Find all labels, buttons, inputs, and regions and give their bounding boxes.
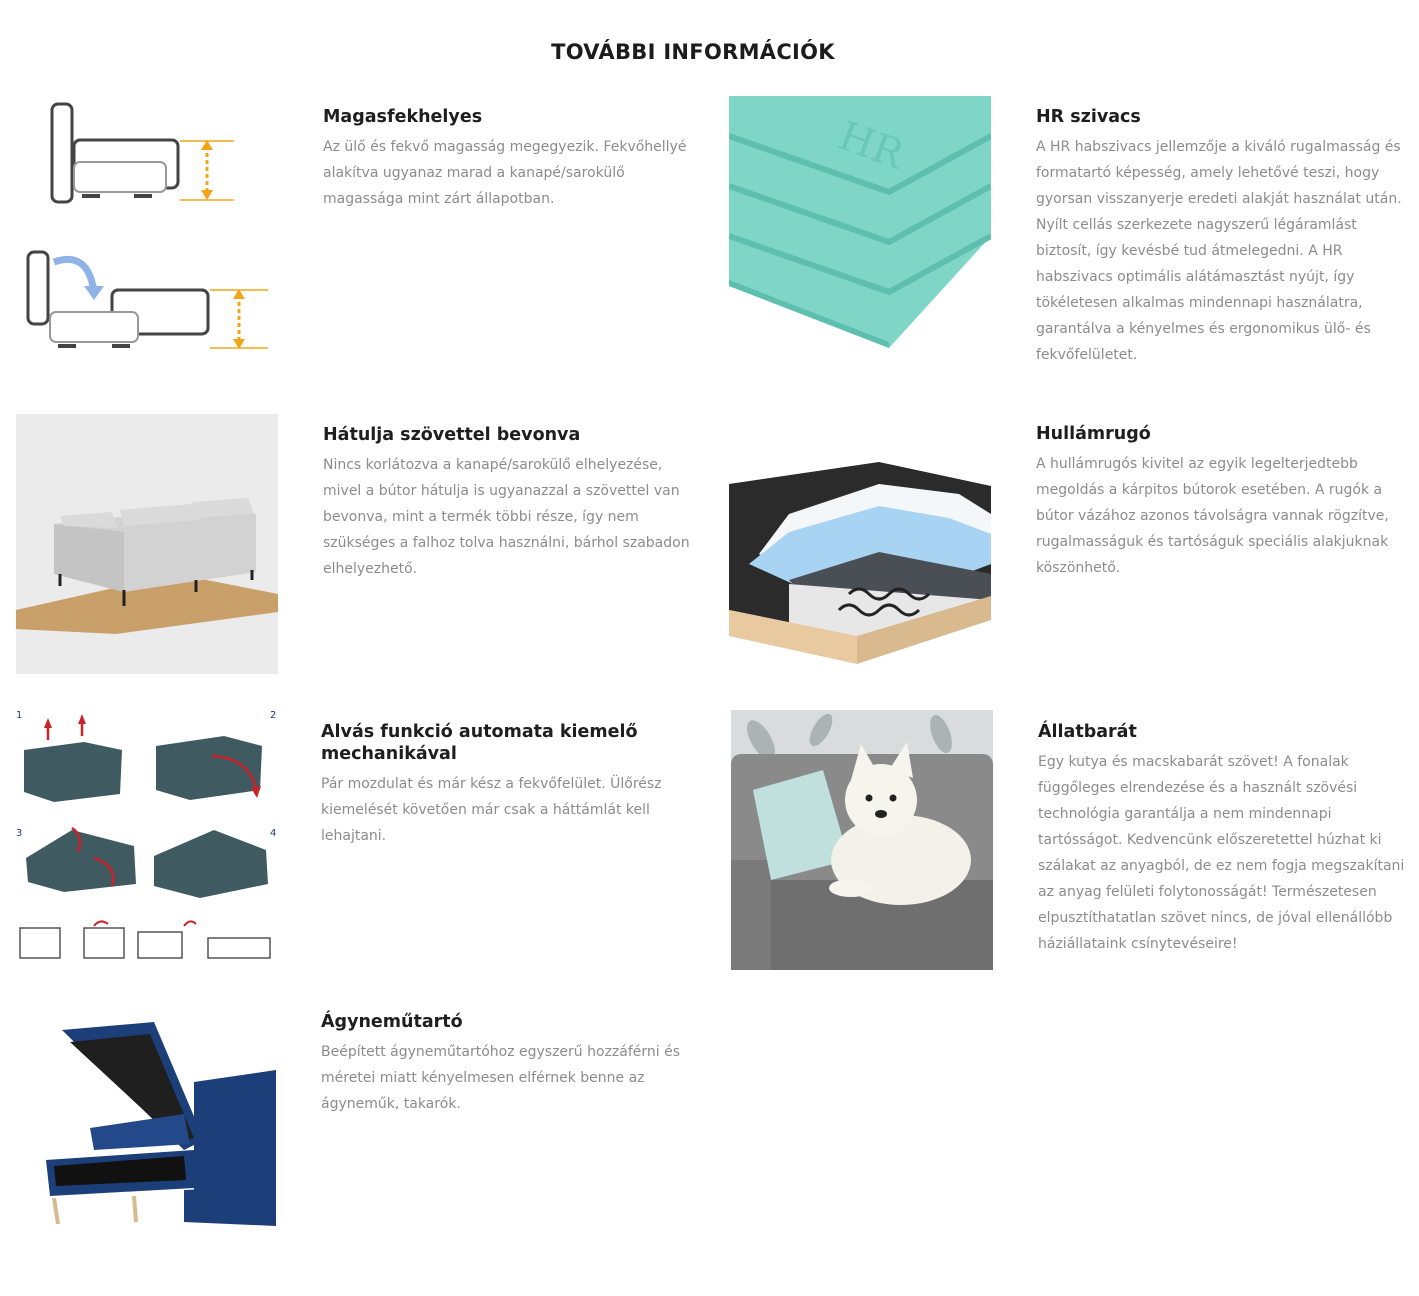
storage-sofa-image [14, 1000, 276, 1230]
feature-desc: A HR habszivacs jellemzője a kiváló rugalmasság és formatartó képesség, amely lehetővé teszi, hogy gyorsan visszanyerje eredeti alakját használat után. Nyílt cellás szerkezete nagyszerű légáramlást biztosít, így kevésbé tud átmelegedni. A HR habszivacs optimális alátámasztást nyújt, így tökéletesen alkalmas mindennapi használatra, garantálva a kényelmes és ergonomikus ülő- és fekvőfelületet. [1036, 139, 1402, 363]
sleep-mechanism-steps-image [14, 706, 280, 968]
step-number: 4 [270, 828, 277, 839]
foam-label: HR [832, 112, 910, 179]
step-number: 3 [16, 828, 23, 839]
foam-layers-image [729, 96, 991, 358]
feature-desc: A hullámrugós kivitel az egyik legelterjedtebb megoldás a kárpitos bútorok esetében. A rugók a bútor vázához azonos távolságra vannak rögzítve, rugalmasságuk és tartóságuk speciális alakjuknak köszönhető. [1036, 456, 1389, 576]
feature-desc: Nincs korlátozva a kanapé/sarokülő elhelyezése, mivel a bútor hátulja is ugyanazzal a szövettel van bevonva, mint a termék többi része, így nem szükséges a falhoz tolva használni, bárhol szabadon elhelyezhető. [323, 457, 690, 577]
step-number: 2 [270, 710, 277, 721]
feature-title: Hullámrugó [1036, 424, 1151, 444]
feature-desc: Pár mozdulat és már kész a fekvőfelület. Ülőrész kiemelését követően már csak a háttámlát kell lehajtani. [321, 776, 662, 844]
sofa-height-diagram [18, 96, 280, 358]
feature-title: Ágyneműtartó [321, 1012, 463, 1032]
feature-desc: Egy kutya és macskabarát szövet! A fonalak függőleges elrendezése és a használt szövési technológia garantálja a nem mindennapi tartósságot. Kedvencünk előszeretettel húzhat ki szálakat az anyagból, de ez nem fogja megszakítani az anyag felületi folytonosságát! Természetesen elpusztíthatatlan szövet nincs, de jóval ellenállóbb háziállataink csínytevéseire! [1038, 754, 1405, 952]
spring-cross-section-image [729, 414, 991, 674]
feature-title: Magasfekhelyes [323, 107, 483, 127]
feature-title: Alvás funkció automata kiemelő mechanikával [321, 722, 638, 764]
feature-desc: Az ülő és fekvő magasság megegyezik. Fekvőhellyé alakítva ugyanaz marad a kanapé/sarokülő magassága mint zárt állapotban. [323, 139, 687, 207]
sofa-back-image [16, 414, 278, 674]
step-number: 1 [16, 710, 23, 721]
feature-title: HR szivacs [1036, 107, 1141, 127]
feature-title: Hátulja szövettel bevonva [323, 425, 581, 445]
page-title: TOVÁBBI INFORMÁCIÓK [551, 40, 835, 64]
dog-on-sofa-image [731, 710, 993, 970]
feature-desc: Beépített ágyneműtartóhoz egyszerű hozzáférni és méretei miatt kényelmesen elférnek benne az ágyneműk, takarók. [321, 1044, 681, 1112]
feature-title: Állatbarát [1038, 722, 1137, 742]
